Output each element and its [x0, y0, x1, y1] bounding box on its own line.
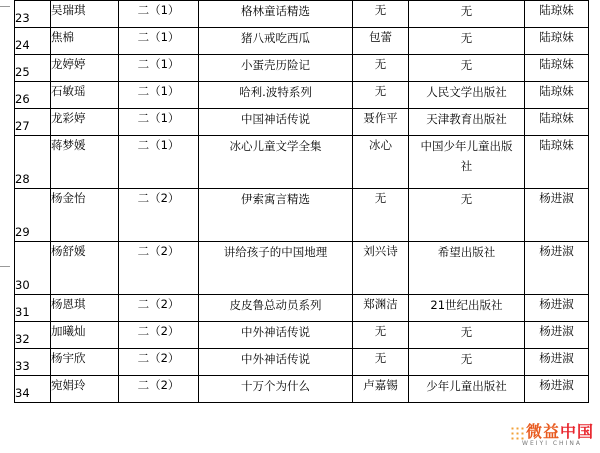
- student-name-cell: [51, 28, 119, 55]
- class-name-cell: [119, 322, 199, 349]
- class-name-cell: [119, 189, 199, 242]
- class-name: 二（2）: [137, 191, 180, 205]
- teacher-name-cell: [525, 349, 589, 376]
- author-name: 无: [374, 351, 387, 365]
- teacher-name: 杨进淑: [539, 297, 574, 311]
- teacher-name: 陆琼妹: [539, 30, 574, 44]
- class-name-cell: [119, 1, 199, 28]
- book-title: 讲给孩子的中国地理: [223, 245, 328, 259]
- student-name-cell: [51, 322, 119, 349]
- watermark-text-b: 中国: [559, 422, 594, 441]
- row-number: 34: [15, 386, 30, 400]
- student-name-cell: [51, 376, 119, 403]
- row-number-cell: [15, 136, 51, 189]
- table-body: [15, 1, 589, 403]
- student-name: 宛娟玲: [51, 378, 86, 392]
- student-name-cell: [51, 109, 119, 136]
- author-name: 无: [374, 3, 387, 17]
- row-number: 33: [15, 359, 30, 373]
- table-row: [15, 109, 589, 136]
- publisher-name-cell: [409, 28, 525, 55]
- author-name-cell: [353, 295, 409, 322]
- row-number: 27: [15, 119, 30, 133]
- author-name-cell: [353, 55, 409, 82]
- publisher-name: 无: [460, 31, 473, 45]
- publisher-name-cell: [409, 109, 525, 136]
- teacher-name-cell: [525, 295, 589, 322]
- teacher-name-cell: [525, 189, 589, 242]
- book-title-cell: [199, 55, 353, 82]
- student-name: 杨舒媛: [51, 244, 86, 258]
- student-name: 加曦灿: [51, 324, 86, 338]
- row-number: 30: [15, 278, 30, 292]
- publisher-name: 少年儿童出版社: [426, 379, 507, 393]
- book-title-cell: [199, 295, 353, 322]
- author-name-cell: [353, 189, 409, 242]
- book-title-cell: [199, 242, 353, 295]
- table-row: [15, 189, 589, 242]
- row-number-cell: [15, 295, 51, 322]
- teacher-name: 陆琼妹: [539, 3, 574, 17]
- row-number-cell: [15, 189, 51, 242]
- teacher-name: 杨进淑: [539, 324, 574, 338]
- class-name-cell: [119, 376, 199, 403]
- author-name: 聂作平: [363, 111, 398, 125]
- class-name: 二（1）: [137, 3, 180, 17]
- student-name: 龙彩婷: [51, 111, 86, 125]
- publisher-name-cell: [409, 55, 525, 82]
- class-name: 二（1）: [137, 111, 180, 125]
- publisher-name: 希望出版社: [437, 245, 496, 259]
- student-name-cell: [51, 189, 119, 242]
- dots-icon: [510, 426, 524, 440]
- author-name: 无: [374, 324, 387, 338]
- row-number: 32: [15, 332, 30, 346]
- author-name-cell: [353, 376, 409, 403]
- student-name-cell: [51, 1, 119, 28]
- book-title-cell: [199, 349, 353, 376]
- margin-mark-top: [0, 6, 10, 7]
- row-number-cell: [15, 82, 51, 109]
- teacher-name-cell: [525, 109, 589, 136]
- book-title: 十万个为什么: [241, 379, 310, 393]
- student-name-cell: [51, 136, 119, 189]
- publisher-name-cell: [409, 295, 525, 322]
- publisher-name-cell: [409, 242, 525, 295]
- teacher-name-cell: [525, 1, 589, 28]
- class-name: 二（1）: [137, 84, 180, 98]
- table-row: [15, 1, 589, 28]
- class-name: 二（1）: [137, 57, 180, 71]
- row-number-cell: [15, 242, 51, 295]
- publisher-name-cell: [409, 376, 525, 403]
- book-title: 中国神话传说: [241, 112, 310, 126]
- book-title: 猪八戒吃西瓜: [241, 31, 310, 45]
- book-title-cell: [199, 1, 353, 28]
- row-number-cell: [15, 28, 51, 55]
- teacher-name-cell: [525, 136, 589, 189]
- class-name-cell: [119, 136, 199, 189]
- margin-mark-mid: [0, 266, 10, 267]
- publisher-name: 无: [460, 192, 473, 206]
- book-title: 小蛋壳历险记: [241, 58, 310, 72]
- class-name-cell: [119, 109, 199, 136]
- book-title-cell: [199, 109, 353, 136]
- student-name-cell: [51, 295, 119, 322]
- teacher-name: 陆琼妹: [539, 138, 574, 152]
- student-name: 龙婷婷: [51, 57, 86, 71]
- class-name-cell: [119, 55, 199, 82]
- class-name: 二（2）: [137, 244, 180, 258]
- publisher-name: 无: [460, 4, 473, 18]
- table-row: [15, 349, 589, 376]
- teacher-name-cell: [525, 82, 589, 109]
- book-title-cell: [199, 376, 353, 403]
- author-name: 卢嘉锡: [363, 378, 398, 392]
- publisher-name-cell: [409, 1, 525, 28]
- row-number: 31: [15, 305, 30, 319]
- student-name: 杨恩琪: [51, 297, 86, 311]
- class-name: 二（1）: [137, 30, 180, 44]
- row-number: 29: [15, 225, 30, 239]
- reading-list-table: [14, 0, 589, 403]
- student-name: 石敏瑶: [51, 84, 86, 98]
- publisher-name-cell: [409, 189, 525, 242]
- author-name: 无: [374, 57, 387, 71]
- class-name: 二（2）: [137, 378, 180, 392]
- teacher-name: 杨进淑: [539, 351, 574, 365]
- row-number: 28: [15, 172, 30, 186]
- student-name-cell: [51, 349, 119, 376]
- publisher-name: 无: [460, 58, 473, 72]
- row-number: 26: [15, 92, 30, 106]
- teacher-name: 陆琼妹: [539, 57, 574, 71]
- author-name: 无: [374, 84, 387, 98]
- student-name-cell: [51, 242, 119, 295]
- book-title: 伊索寓言精选: [241, 192, 310, 206]
- table-row: [15, 376, 589, 403]
- table-row: [15, 82, 589, 109]
- teacher-name-cell: [525, 242, 589, 295]
- teacher-name-cell: [525, 28, 589, 55]
- class-name: 二（2）: [137, 297, 180, 311]
- row-number-cell: [15, 109, 51, 136]
- author-name: 无: [374, 191, 387, 205]
- publisher-name: 无: [460, 352, 473, 366]
- table-row: [15, 322, 589, 349]
- author-name: 冰心: [369, 138, 392, 152]
- student-name: 焦棉: [51, 30, 74, 44]
- student-name: 杨金怡: [51, 191, 86, 205]
- teacher-name: 杨进淑: [539, 191, 574, 205]
- book-title-cell: [199, 28, 353, 55]
- book-title: 中外神话传说: [241, 352, 310, 366]
- book-title: 中外神话传说: [241, 325, 310, 339]
- publisher-name: 21世纪出版社: [430, 298, 503, 312]
- publisher-name-cell: [409, 136, 525, 189]
- author-name: 刘兴诗: [363, 244, 398, 258]
- author-name-cell: [353, 1, 409, 28]
- row-number-cell: [15, 376, 51, 403]
- book-title-cell: [199, 322, 353, 349]
- class-name-cell: [119, 82, 199, 109]
- watermark-text-a: 微益: [525, 422, 560, 441]
- student-name-cell: [51, 82, 119, 109]
- student-name-cell: [51, 55, 119, 82]
- teacher-name: 陆琼妹: [539, 111, 574, 125]
- table-row: [15, 28, 589, 55]
- teacher-name: 杨进淑: [539, 244, 574, 258]
- book-title: 冰心儿童文学全集: [229, 139, 322, 153]
- author-name-cell: [353, 136, 409, 189]
- book-title-cell: [199, 189, 353, 242]
- watermark-logo: [510, 419, 594, 447]
- book-title: 皮皮鲁总动员系列: [229, 298, 322, 312]
- teacher-name: 陆琼妹: [539, 84, 574, 98]
- row-number: 23: [15, 11, 30, 25]
- class-name: 二（1）: [137, 138, 180, 152]
- publisher-name: 天津教育出版社: [426, 112, 507, 126]
- row-number: 24: [15, 38, 30, 52]
- book-title: 哈利.波特系列: [239, 85, 312, 99]
- student-name: 吴瑞琪: [51, 3, 86, 17]
- author-name-cell: [353, 28, 409, 55]
- author-name-cell: [353, 242, 409, 295]
- author-name-cell: [353, 349, 409, 376]
- book-title: 格林童话精选: [241, 4, 310, 18]
- teacher-name: 杨进淑: [539, 378, 574, 392]
- publisher-name: 中国少年儿童出版社: [420, 139, 513, 173]
- class-name-cell: [119, 28, 199, 55]
- teacher-name-cell: [525, 55, 589, 82]
- table-row: [15, 295, 589, 322]
- author-name: 包蕾: [369, 30, 392, 44]
- author-name-cell: [353, 109, 409, 136]
- book-title-cell: [199, 136, 353, 189]
- publisher-name-cell: [409, 349, 525, 376]
- student-name: 蒋梦媛: [51, 138, 86, 152]
- author-name: 郑渊洁: [363, 297, 398, 311]
- publisher-name: 无: [460, 325, 473, 339]
- class-name-cell: [119, 349, 199, 376]
- class-name: 二（2）: [137, 351, 180, 365]
- student-name: 杨宇欣: [51, 351, 86, 365]
- book-title-cell: [199, 82, 353, 109]
- row-number-cell: [15, 322, 51, 349]
- publisher-name-cell: [409, 82, 525, 109]
- row-number-cell: [15, 1, 51, 28]
- row-number-cell: [15, 55, 51, 82]
- class-name: 二（2）: [137, 324, 180, 338]
- author-name-cell: [353, 322, 409, 349]
- author-name-cell: [353, 82, 409, 109]
- table-row: [15, 136, 589, 189]
- publisher-name: 人民文学出版社: [426, 85, 507, 99]
- class-name-cell: [119, 295, 199, 322]
- class-name-cell: [119, 242, 199, 295]
- row-number: 25: [15, 65, 30, 79]
- row-number-cell: [15, 349, 51, 376]
- publisher-name-cell: [409, 322, 525, 349]
- watermark-subtext: WEIYI CHINA: [522, 440, 582, 447]
- teacher-name-cell: [525, 376, 589, 403]
- teacher-name-cell: [525, 322, 589, 349]
- table-row: [15, 55, 589, 82]
- table-row: [15, 242, 589, 295]
